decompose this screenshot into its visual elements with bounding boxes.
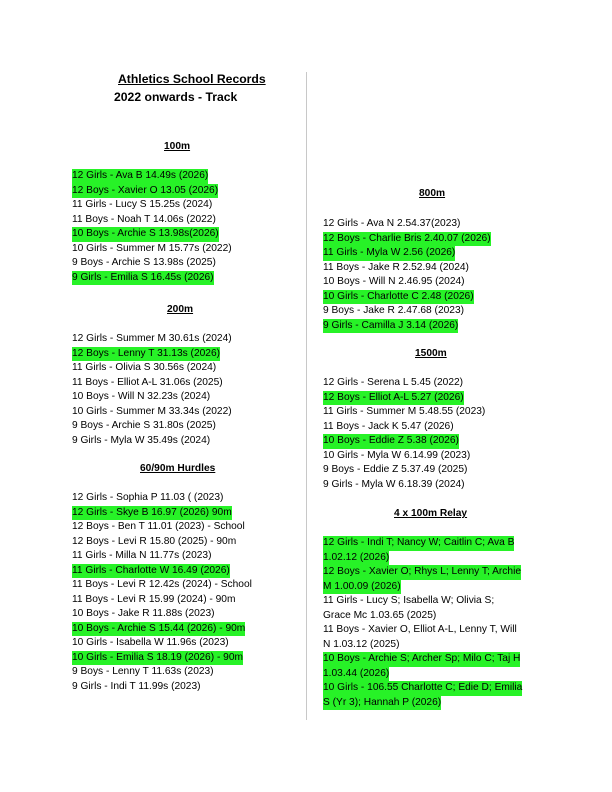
record-row: 9 Boys - Archie S 13.98s (2025) bbox=[72, 257, 216, 268]
relay-record-line: S (Yr 3); Hannah P (2026) bbox=[323, 696, 441, 711]
record-row: 11 Boys - Elliot A-L 31.06s (2025) bbox=[72, 376, 223, 388]
record-row: 10 Boys - Jake R 11.88s (2023) bbox=[72, 608, 215, 619]
record-row: 11 Girls - Myla W 2.56 (2026) bbox=[323, 246, 455, 261]
record-row: 12 Girls - Ava B 14.49s (2026) bbox=[72, 169, 208, 184]
record-row: 10 Boys - Will N 32.23s (2024) bbox=[72, 391, 211, 402]
relay-record-line: 10 Girls - 106.55 Charlotte C; Edie D; Emilia bbox=[323, 681, 522, 696]
record-row: 11 Boys - Levi R 15.99 (2024) - 90m bbox=[72, 593, 236, 605]
heading-hurdles: 60/90m Hurdles bbox=[140, 463, 216, 474]
heading-relay: 4 x 100m Relay bbox=[394, 508, 468, 519]
record-row: 9 Girls - Myla W 6.18.39 (2024) bbox=[323, 478, 465, 490]
record-row: 12 Boys - Ben T 11.01 (2023) - School bbox=[72, 521, 245, 532]
page-title: Athletics School Records bbox=[118, 72, 266, 86]
relay-record-line: 1.02.12 (2026) bbox=[323, 551, 389, 566]
heading-200m: 200m bbox=[167, 304, 194, 315]
relay-record-line: 1.03.44 (2026) bbox=[323, 667, 389, 682]
record-row: 12 Girls - Ava N 2.54.37(2023) bbox=[323, 218, 461, 229]
record-row: 10 Girls - Isabella W 11.96s (2023) bbox=[72, 637, 229, 648]
record-row: 12 Boys - Elliot A-L 5.27 (2026) bbox=[323, 391, 464, 406]
record-row: 10 Boys - Archie S 13.98s(2026) bbox=[72, 227, 219, 242]
record-row: 9 Boys - Archie S 31.80s (2025) bbox=[72, 420, 216, 431]
record-row: 9 Boys - Lenny T 11.63s (2023) bbox=[72, 666, 214, 677]
record-row: 11 Girls - Milla N 11.77s (2023) bbox=[72, 550, 212, 561]
relay-record-line: 12 Girls - Indi T; Nancy W; Caitlin C; Ava B bbox=[323, 536, 514, 551]
record-row: 9 Girls - Indi T 11.99s (2023) bbox=[72, 680, 201, 692]
record-row: 11 Girls - Lucy S 15.25s (2024) bbox=[72, 199, 213, 210]
record-row: 10 Boys - Archie S 15.44 (2026) - 90m bbox=[72, 622, 245, 637]
record-row: 11 Boys - Jack K 5.47 (2026) bbox=[323, 420, 454, 432]
record-row: 10 Boys - Eddie Z 5.38 (2026) bbox=[323, 434, 459, 449]
record-row: 11 Boys - Jake R 2.52.94 (2024) bbox=[323, 261, 469, 273]
record-row: 11 Girls - Olivia S 30.56s (2024) bbox=[72, 362, 217, 373]
record-row: 11 Girls - Charlotte W 16.49 (2026) bbox=[72, 564, 230, 579]
heading-1500m: 1500m bbox=[415, 348, 447, 359]
record-row: 10 Girls - Summer M 33.34s (2022) bbox=[72, 405, 232, 417]
record-row: 11 Boys - Levi R 12.42s (2024) - School bbox=[72, 579, 252, 590]
heading-100m: 100m bbox=[164, 141, 191, 152]
record-row: 9 Boys - Jake R 2.47.68 (2023) bbox=[323, 305, 465, 316]
relay-record-line: 12 Boys - Xavier O; Rhys L; Lenny T; Archie bbox=[323, 565, 521, 580]
record-row: 12 Girls - Skye B 16.97 (2026) 90m bbox=[72, 506, 232, 521]
record-row: 12 Girls - Serena L 5.45 (2022) bbox=[323, 377, 464, 388]
record-row: 10 Girls - Summer M 15.77s (2022) bbox=[72, 242, 232, 254]
record-row: 12 Boys - Xavier O 13.05 (2026) bbox=[72, 184, 218, 199]
record-row: 11 Girls - Summer M 5.48.55 (2023) bbox=[323, 406, 486, 417]
record-row: 9 Girls - Camilla J 3.14 (2026) bbox=[323, 319, 458, 334]
relay-record-line: 11 Boys - Xavier O, Elliot A-L, Lenny T, Will bbox=[323, 624, 517, 635]
record-row: 12 Girls - Summer M 30.61s (2024) bbox=[72, 333, 232, 344]
relay-record-line: Grace Mc 1.03.65 (2025) bbox=[323, 609, 437, 621]
record-row: 12 Boys - Levi R 15.80 (2025) - 90m bbox=[72, 535, 237, 547]
record-row: 10 Girls - Emilia S 18.19 (2026) - 90m bbox=[72, 651, 243, 666]
heading-800m: 800m bbox=[419, 188, 446, 199]
record-row: 10 Girls - Charlotte C 2.48 (2026) bbox=[323, 290, 474, 305]
relay-record-line: 11 Girls - Lucy S; Isabella W; Olivia S; bbox=[323, 595, 495, 606]
record-row: 12 Boys - Charlie Bris 2.40.07 (2026) bbox=[323, 232, 491, 247]
column-divider bbox=[306, 72, 307, 720]
record-row: 10 Boys - Will N 2.46.95 (2024) bbox=[323, 276, 465, 287]
relay-record-line: 10 Boys - Archie S; Archer Sp; Milo C; Taj H bbox=[323, 652, 520, 667]
record-row: 11 Boys - Noah T 14.06s (2022) bbox=[72, 213, 216, 225]
page-subtitle: 2022 onwards - Track bbox=[114, 90, 238, 104]
record-row: 9 Boys - Eddie Z 5.37.49 (2025) bbox=[323, 464, 468, 475]
relay-record-line: M 1.00.09 (2026) bbox=[323, 580, 401, 595]
record-row: 12 Girls - Sophia P 11.03 ( (2023) bbox=[72, 492, 224, 503]
record-row: 9 Girls - Myla W 35.49s (2024) bbox=[72, 434, 211, 446]
relay-record-line: N 1.03.12 (2025) bbox=[323, 638, 400, 650]
record-row: 10 Girls - Myla W 6.14.99 (2023) bbox=[323, 449, 471, 461]
record-row: 9 Girls - Emilia S 16.45s (2026) bbox=[72, 271, 214, 286]
record-row: 12 Boys - Lenny T 31.13s (2026) bbox=[72, 347, 220, 362]
